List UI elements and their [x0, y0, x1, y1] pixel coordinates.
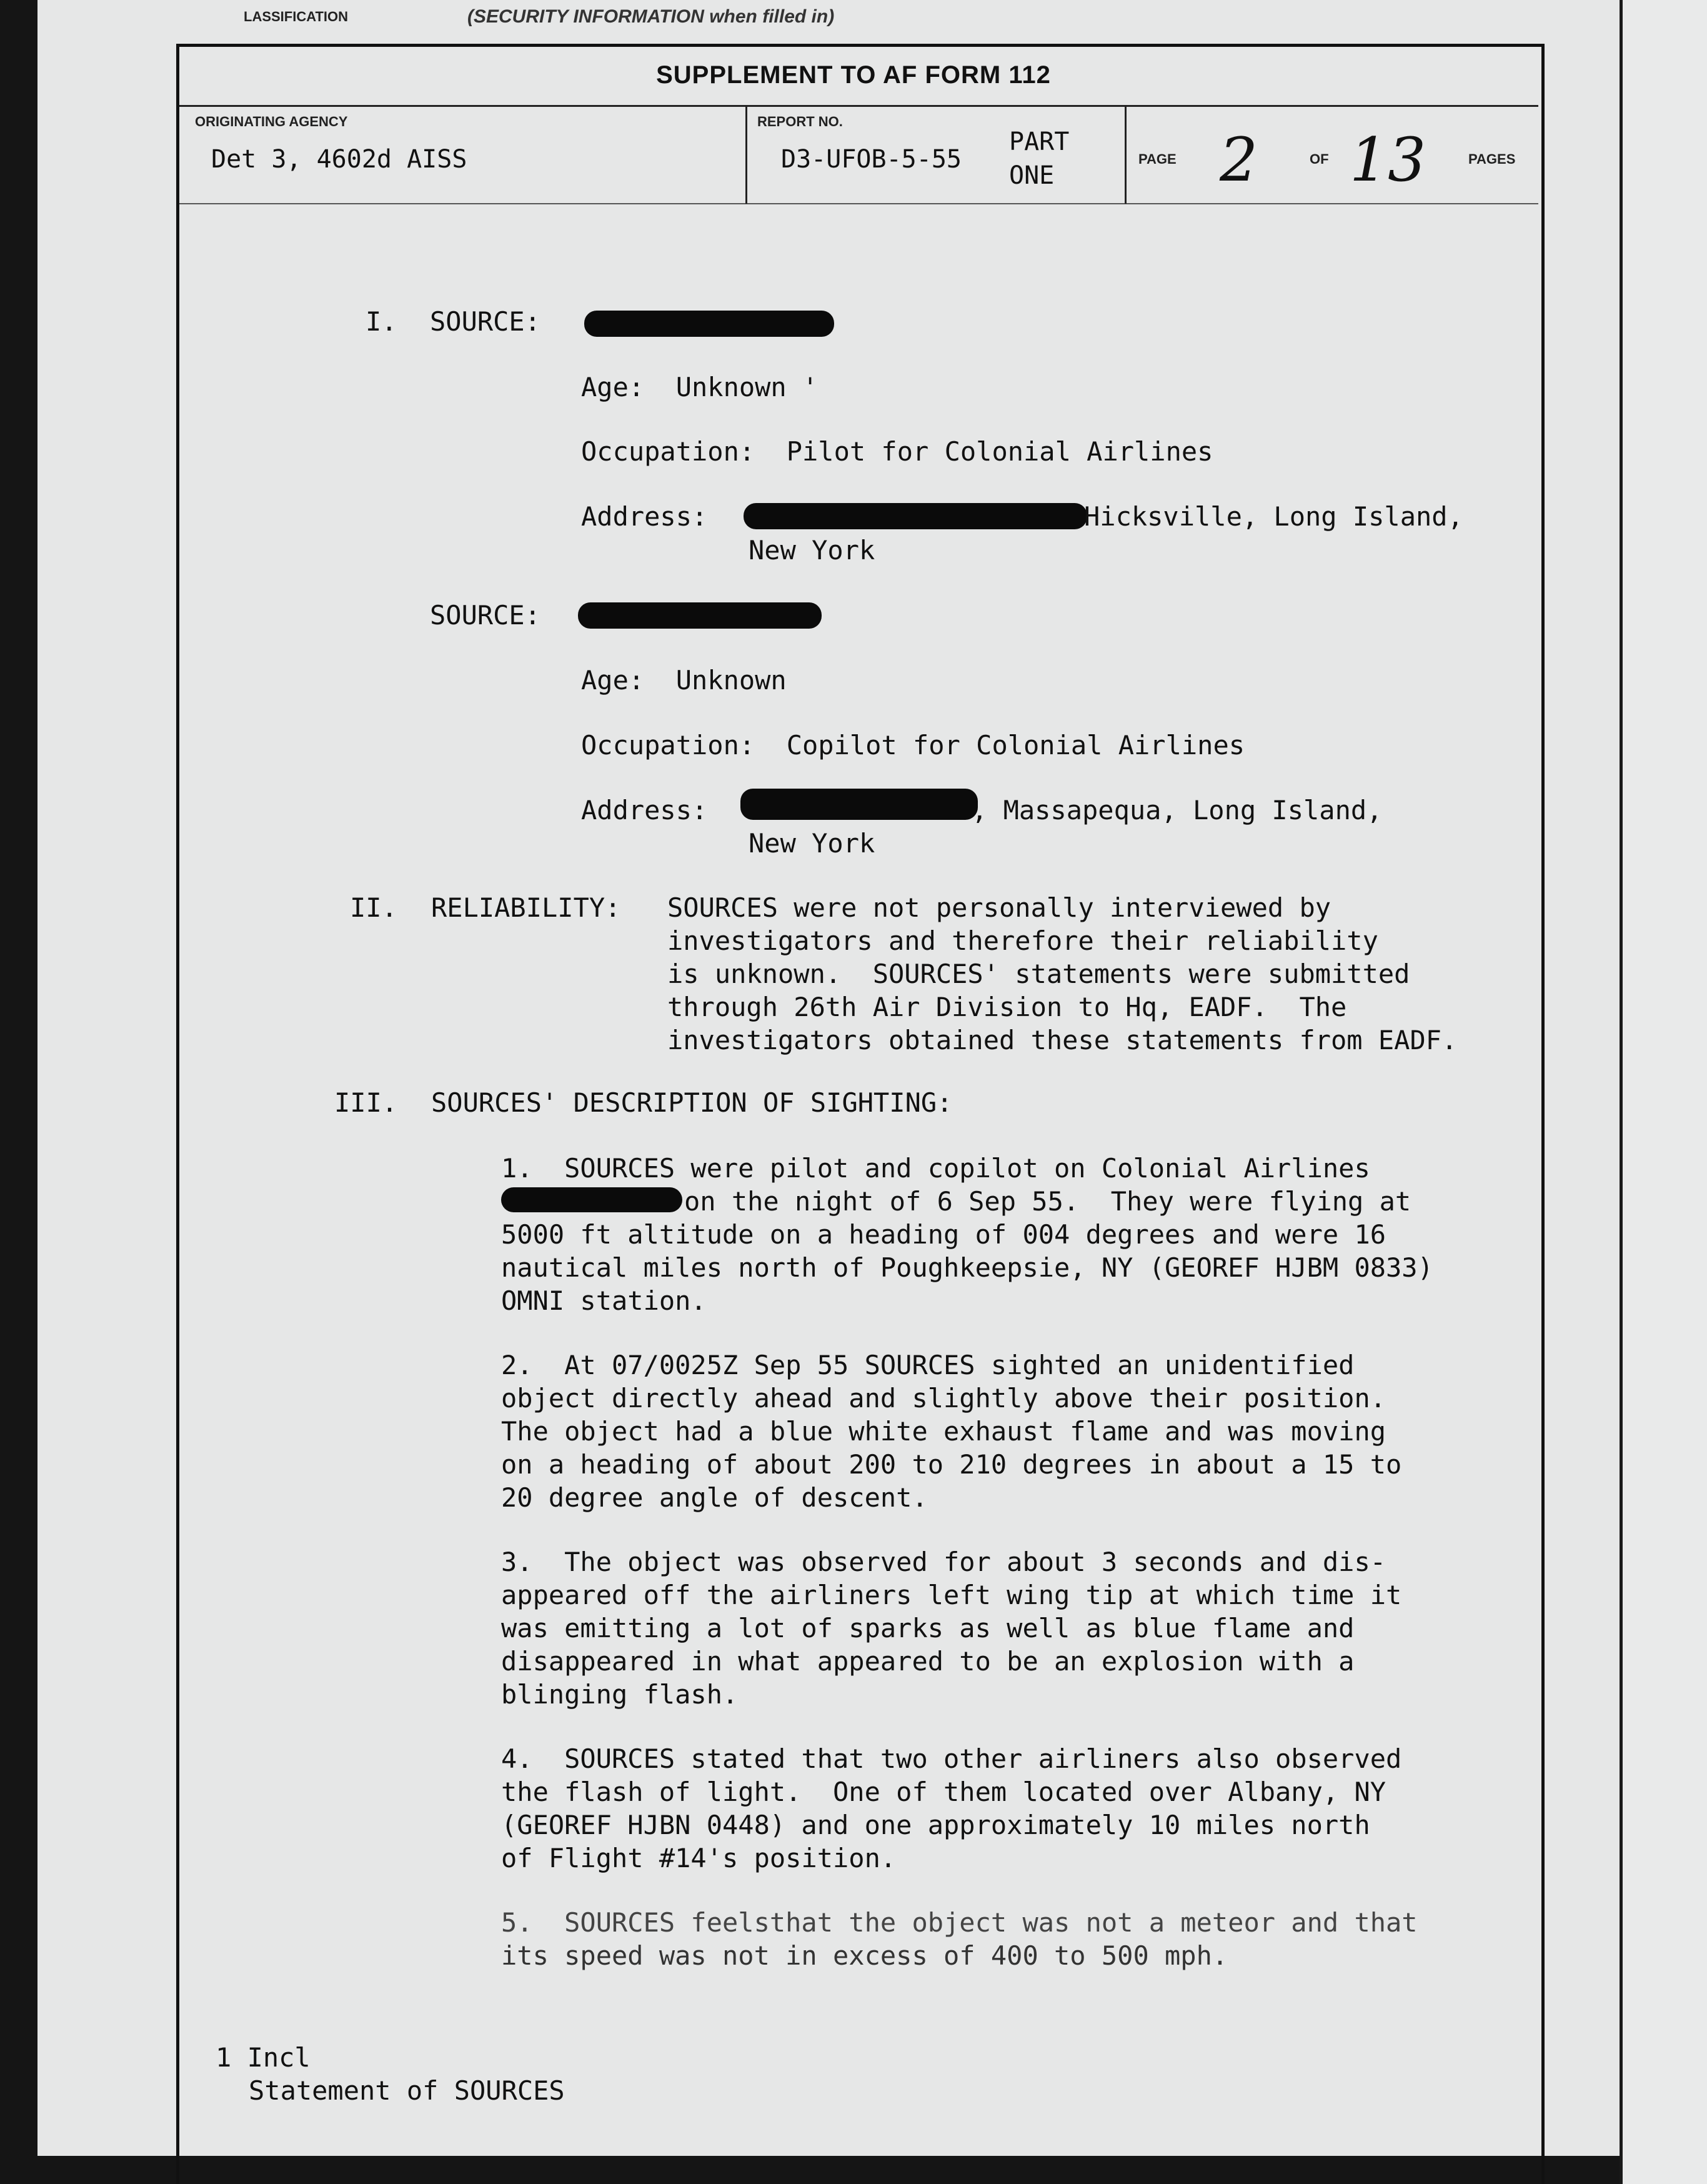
- para-3-line: was emitting a lot of sparks as well as blue flame and: [501, 1613, 1355, 1643]
- inclosure-note: 1 Incl: [216, 2042, 311, 2073]
- source-2-age: Age: Unknown: [581, 665, 787, 696]
- para-2-line: on a heading of about 200 to 210 degrees in about a 15 to: [501, 1449, 1402, 1480]
- header-divider-2: [1125, 105, 1127, 204]
- reliability-line: through 26th Air Division to Hq, EADF. The: [667, 992, 1347, 1022]
- report-value: D3-UFOB-5-55: [781, 145, 962, 174]
- para-3-line: blinging flash.: [501, 1679, 739, 1710]
- reliability-label: RELIABILITY:: [431, 892, 621, 923]
- para-5-line: 5. SOURCES feelsthat the object was not a meteor and that: [501, 1907, 1418, 1938]
- header-bottom-rule: [179, 203, 1538, 204]
- para-5-line: its speed was not in excess of 400 to 500 mph.: [501, 1940, 1228, 1971]
- source-1-age: Age: Unknown ': [581, 372, 819, 402]
- page-number: 2: [1220, 125, 1258, 195]
- source-2-label: SOURCE:: [430, 600, 541, 631]
- security-note: (SECURITY INFORMATION when filled in): [467, 6, 835, 27]
- agency-label: ORIGINATING AGENCY: [195, 114, 348, 129]
- para-1-line: 5000 ft altitude on a heading of 004 degrees and were 16: [501, 1219, 1386, 1250]
- para-4-line: of Flight #14's position.: [501, 1843, 897, 1873]
- section-2-numeral: II.: [350, 892, 397, 923]
- sighting-heading: SOURCES' DESCRIPTION OF SIGHTING:: [431, 1087, 953, 1118]
- reliability-line: investigators and therefore their reliability: [667, 925, 1378, 956]
- para-1-line: 1. SOURCES were pilot and copilot on Colonial Airlines: [501, 1153, 1370, 1184]
- redaction-bar: [578, 602, 822, 629]
- pages-label: PAGES: [1468, 151, 1516, 167]
- reliability-line: SOURCES were not personally interviewed by: [667, 892, 1331, 923]
- redaction-bar: [584, 311, 834, 337]
- para-4-line: 4. SOURCES stated that two other airliners also observed: [501, 1743, 1402, 1774]
- para-2-line: The object had a blue white exhaust flame and was moving: [501, 1416, 1386, 1447]
- source-1-label: SOURCE:: [430, 306, 541, 337]
- reliability-line: investigators obtained these statements from EADF.: [667, 1025, 1458, 1055]
- para-3-line: appeared off the airliners left wing tip at which time it: [501, 1580, 1402, 1610]
- para-2-line: 2. At 07/0025Z Sep 55 SOURCES sighted an unidentified: [501, 1350, 1355, 1380]
- para-1-line: on the night of 6 Sep 55. They were flying at: [684, 1186, 1411, 1217]
- source-1-address-label: Address:: [581, 501, 708, 532]
- agency-value: Det 3, 4602d AISS: [211, 145, 467, 174]
- redaction-bar: [744, 503, 1087, 529]
- source-2-occupation: Occupation: Copilot for Colonial Airlines: [581, 730, 1245, 760]
- of-label: OF: [1310, 151, 1329, 167]
- total-pages: 13: [1350, 125, 1426, 195]
- para-1-line: OMNI station.: [501, 1285, 707, 1316]
- form-title: SUPPLEMENT TO AF FORM 112: [656, 61, 1051, 89]
- para-4-line: the flash of light. One of them located over Albany, NY: [501, 1777, 1386, 1807]
- para-1-line: nautical miles north of Poughkeepsie, NY (GEOREF HJBM 0833): [501, 1252, 1433, 1283]
- para-3-line: disappeared in what appeared to be an explosion with a: [501, 1646, 1355, 1677]
- classification-label: LASSIFICATION: [244, 9, 349, 24]
- source-1-address-line2: New York: [749, 535, 875, 566]
- source-2-address: , Massapequa, Long Island,: [972, 795, 1383, 825]
- para-2-line: 20 degree angle of descent.: [501, 1482, 928, 1513]
- para-2-line: object directly ahead and slightly above their position.: [501, 1383, 1386, 1414]
- inclosure-title: Statement of SOURCES: [249, 2075, 565, 2106]
- report-label: REPORT NO.: [757, 114, 843, 129]
- reliability-line: is unknown. SOURCES' statements were submitted: [667, 959, 1410, 989]
- part-value: ONE: [1009, 161, 1055, 190]
- para-3-line: 3. The object was observed for about 3 seconds and dis-: [501, 1547, 1386, 1577]
- redaction-bar: [501, 1187, 682, 1212]
- page-label: PAGE: [1138, 151, 1177, 167]
- source-2-address-label: Address:: [581, 795, 708, 825]
- section-1-numeral: I.: [366, 306, 397, 337]
- part-label: PART: [1009, 127, 1070, 156]
- source-1-occupation: Occupation: Pilot for Colonial Airlines: [581, 436, 1213, 467]
- header-top-rule: [179, 105, 1538, 107]
- source-2-address-line2: New York: [749, 828, 875, 859]
- para-4-line: (GEOREF HJBN 0448) and one approximately 10 miles north: [501, 1810, 1370, 1840]
- section-3-numeral: III.: [334, 1087, 398, 1118]
- header-divider-1: [745, 105, 747, 204]
- source-1-address: Hicksville, Long Island,: [1084, 501, 1463, 532]
- page-edge: [1620, 0, 1707, 2184]
- redaction-bar: [740, 789, 978, 820]
